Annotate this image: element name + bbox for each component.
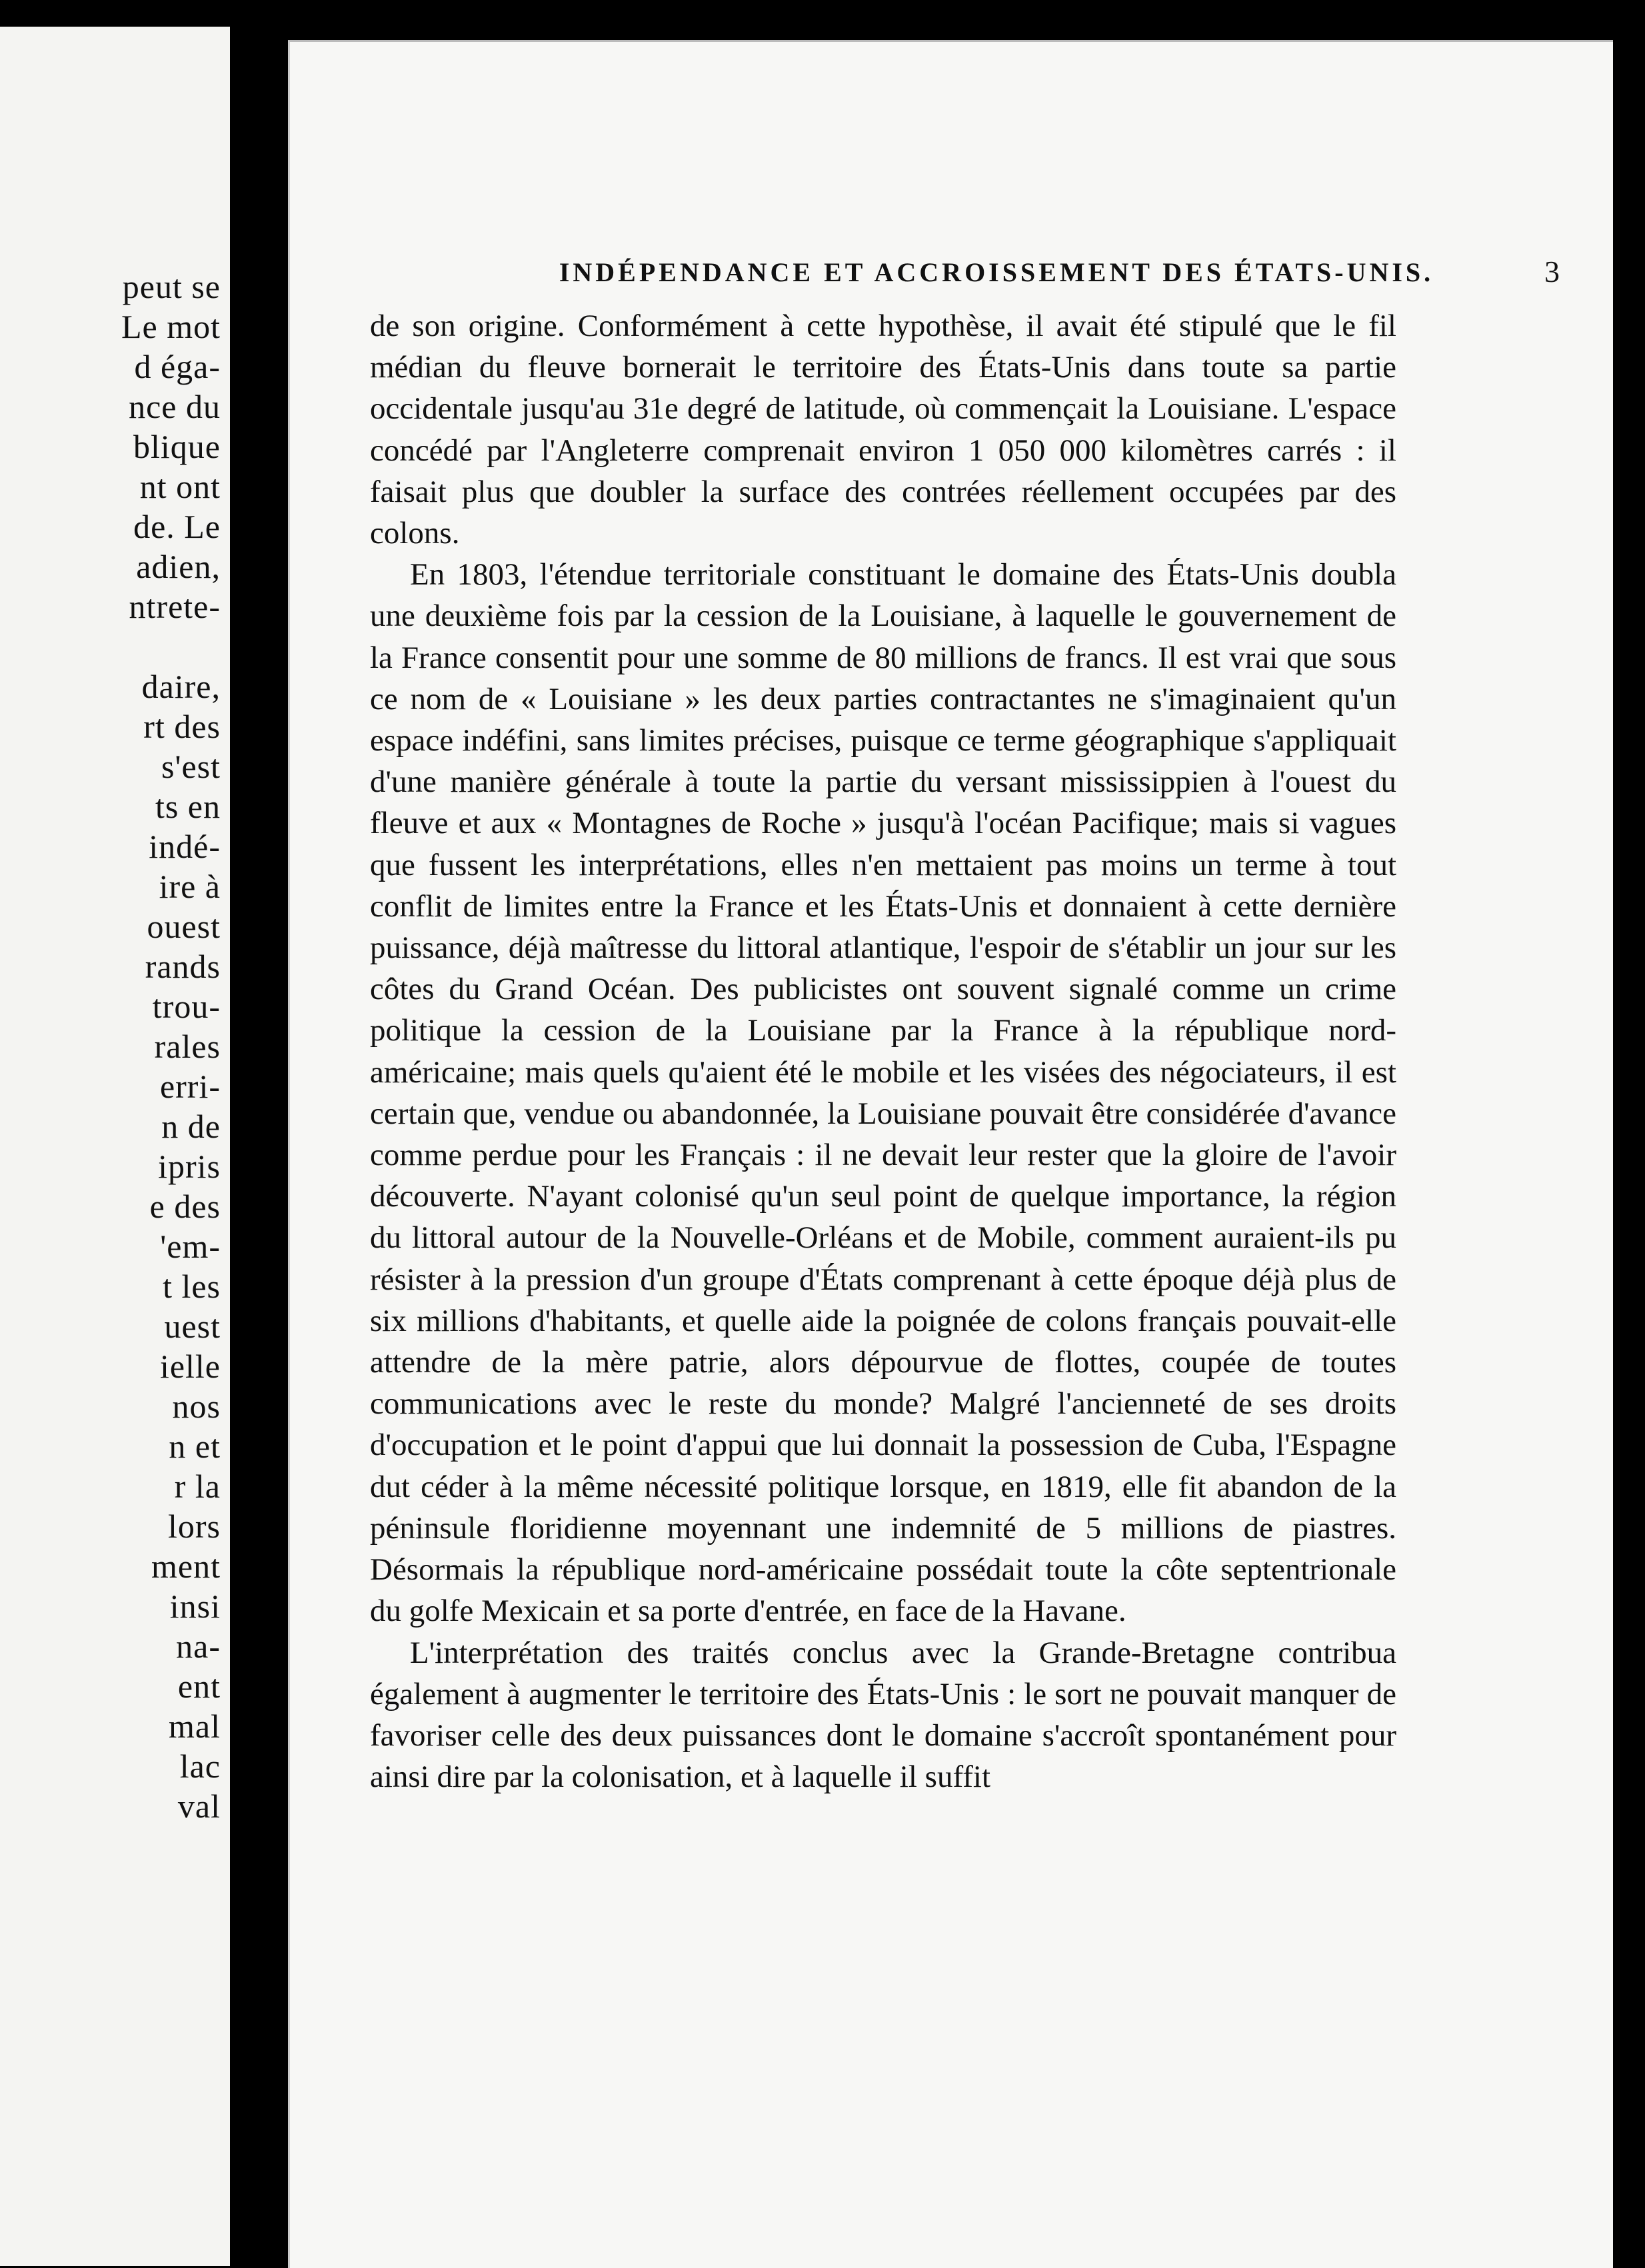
- left-page-line: ire à: [159, 868, 221, 905]
- left-page-line: n de: [161, 1108, 221, 1145]
- left-page-line: d éga-: [134, 348, 221, 385]
- left-page-line: mal: [169, 1707, 221, 1745]
- left-page-line: s'est: [161, 748, 221, 785]
- left-page-line: e des: [149, 1188, 221, 1225]
- right-page: [288, 40, 1613, 2268]
- left-page-line: rales: [154, 1028, 221, 1065]
- left-page-line: trou-: [152, 988, 221, 1025]
- left-page-line: rt des: [143, 708, 221, 745]
- left-page-line: daire,: [141, 668, 221, 705]
- left-page-line: indé-: [149, 828, 221, 865]
- left-page-line: nt ont: [139, 468, 221, 505]
- left-page-line: uest: [164, 1308, 221, 1345]
- paragraph-2: En 1803, l'étendue territoriale constituant le domaine des États-Unis doubla une deuxième fois par la cession de la Louisiane, à laquelle le gouvernement de la France consentit pour une somme de 80 millions de francs. Il est vrai que sous ce nom de « Louisiane » les deux parties contractantes ne s'imaginaient qu'un espace indéfini, sans limites précises, puisque ce terme géographique s'appliquait d'une manière générale à toute la partie du versant mississippien à l'ouest du fleuve et aux « Montagnes de Roche » jusqu'à l'océan Pacifique; mais si vagues que fussent les interprétations, elles n'en mettaient pas moins un terme à tout conflit de limites entre la France et les États-Unis et donnaient à cette dernière puissance, déjà maîtresse du littoral atlantique, l'espoir de s'établir un jour sur les côtes du Grand Océan. Des publicistes ont souvent signalé comme un crime politique la cession de la Louisiane par la France à la république nord-américaine; mais quels qu'aient été le mobile et les visées des négociateurs, il est certain que, vendue ou abandonnée, la Louisiane pouvait être considérée d'avance comme perdue pour les Français : il ne devait leur rester que la gloire de l'avoir découverte. N'ayant colonisé qu'un seul point de quelque importance, la région du littoral autour de la Nouvelle-Orléans et de Mobile, comment auraient-ils pu résister à la pression d'un groupe d'États comprenant à cette époque déjà plus de six millions d'habitants, et quelle aide la poignée de colons français pouvait-elle attendre de la mère patrie, alors dépourvue de flottes, coupée de toutes communications avec le reste du monde? Malgré l'ancienneté de ses droits d'occupation et le point d'appui que lui donnait la possession de Cuba, l'Espagne dut céder à la même nécessité politique lorsque, en 1819, elle fit abandon de la péninsule floridienne moyennant une indemnité de 5 millions de piastres. Désormais la république nord-américaine possédait toute la côte septentrionale du golfe Mexicain et sa porte d'entrée, en face de la Havane.: [370, 557, 1396, 1629]
- left-page-line: 'em-: [160, 1228, 221, 1265]
- paragraph-1: de son origine. Conformément à cette hypothèse, il avait été stipulé que le fil médian du fleuve bornerait le territoire des États-Unis dans toute sa partie occidentale jusqu'au 31e degré de latitude, où commençait la Louisiane. L'espace concédé par l'Angleterre comprenait environ 1 050 000 kilomètres carrés : il faisait plus que doubler la surface des contrées réellement occupées par des colons.: [370, 309, 1396, 551]
- left-page-line: nce du: [129, 388, 221, 425]
- left-page-line: t les: [163, 1268, 221, 1305]
- left-page-line: lors: [168, 1508, 221, 1545]
- body-text: [370, 305, 1396, 1797]
- left-page-line: erri-: [159, 1068, 221, 1105]
- left-page-line: r la: [174, 1468, 221, 1505]
- paragraph-3: L'interprétation des traités conclus avec la Grande-Bretagne contribua également à augmenter le territoire des États-Unis : le sort ne pouvait manquer de favoriser celle des deux puissances dont le domaine s'accroît spontanément pour ainsi dire par la colonisation, et à laquelle il suffit: [370, 1635, 1396, 1795]
- left-page-line: ielle: [159, 1348, 221, 1385]
- left-page-line: peut se: [122, 268, 221, 305]
- left-page-line: ouest: [147, 908, 221, 945]
- left-page-line: ipris: [158, 1148, 221, 1185]
- left-facing-page: [0, 27, 230, 2266]
- left-page-line: n et: [169, 1428, 221, 1465]
- left-page-line: de. Le: [133, 508, 221, 545]
- left-page-line: ment: [151, 1548, 221, 1585]
- page-number: 3: [1544, 255, 1560, 289]
- running-head: INDÉPENDANCE ET ACCROISSEMENT DES ÉTATS-UNIS.: [559, 257, 1434, 287]
- left-page-line: insi: [169, 1588, 221, 1625]
- left-page-line: nos: [172, 1388, 221, 1425]
- left-page-line: na-: [176, 1628, 221, 1665]
- left-page-line: Le mot: [121, 308, 221, 345]
- left-page-line: blique: [133, 428, 221, 465]
- left-page-line: lac: [179, 1747, 221, 1785]
- left-page-line: adien,: [136, 548, 221, 585]
- left-page-line: ntrete-: [129, 588, 221, 625]
- left-page-line: ent: [177, 1668, 221, 1705]
- left-page-line: val: [177, 1787, 221, 1825]
- left-page-line: ts en: [155, 788, 221, 825]
- left-page-line: rands: [145, 948, 221, 985]
